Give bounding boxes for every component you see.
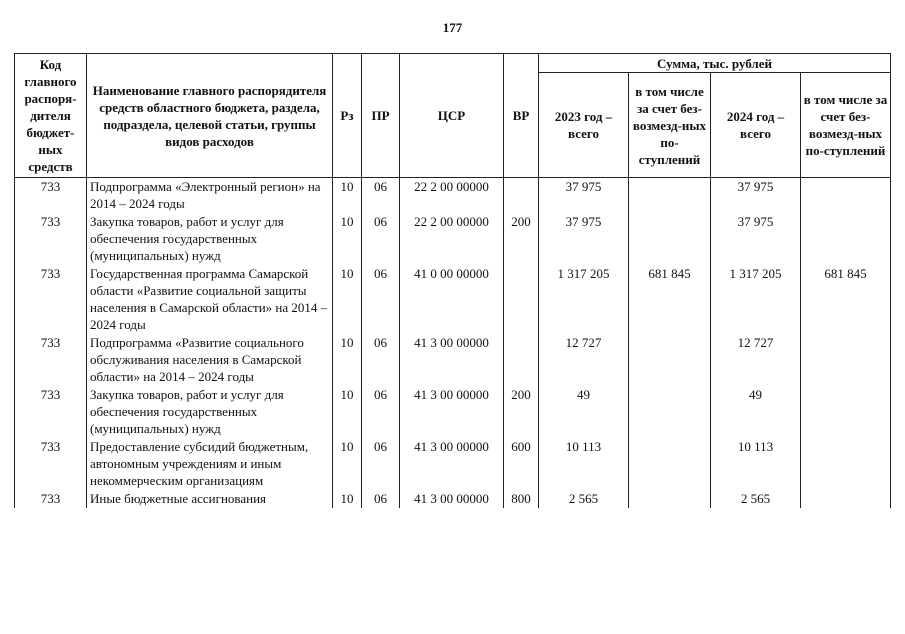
cell-name: Государственная программа Самарской области «Развитие социальной защиты населения в Самарской области» на 2014 – 2024 годы — [87, 265, 333, 334]
cell-2024-free — [801, 213, 891, 265]
cell-code: 733 — [15, 386, 87, 438]
header-sum: Сумма, тыс. рублей — [539, 54, 891, 73]
cell-csr: 22 2 00 00000 — [400, 178, 504, 214]
cell-2024-free — [801, 490, 891, 508]
header-rz: Рз — [333, 54, 362, 178]
header-2023-free: в том числе за счет без-возмезд-ных по-ступлений — [629, 73, 711, 178]
cell-2023-total: 49 — [539, 386, 629, 438]
header-code: Код главного распоря-дителя бюджет-ных средств — [15, 54, 87, 178]
cell-csr: 41 0 00 00000 — [400, 265, 504, 334]
table-row — [15, 438, 891, 490]
cell-name: Закупка товаров, работ и услуг для обеспечения государственных (муниципальных) нужд — [87, 213, 333, 265]
cell-csr: 41 3 00 00000 — [400, 438, 504, 490]
cell-name: Предоставление субсидий бюджетным, автономным учреждениям и иным некоммерческим организациям — [87, 438, 333, 490]
header-2024-total: 2024 год – всего — [711, 73, 801, 178]
cell-rz: 10 — [333, 490, 362, 508]
cell-2024-total: 49 — [711, 386, 801, 438]
header-2023-total: 2023 год – всего — [539, 73, 629, 178]
cell-2024-free — [801, 386, 891, 438]
cell-2023-total: 10 113 — [539, 438, 629, 490]
cell-2024-total: 37 975 — [711, 213, 801, 265]
cell-name: Подпрограмма «Развитие социального обслуживания населения в Самарской области» на 2014 – 2024 годы — [87, 334, 333, 386]
cell-csr: 41 3 00 00000 — [400, 490, 504, 508]
cell-2024-total: 2 565 — [711, 490, 801, 508]
cell-vr: 800 — [504, 490, 539, 508]
cell-2023-free: 681 845 — [629, 265, 711, 334]
page-number: 177 — [442, 20, 463, 35]
cell-2023-free — [629, 438, 711, 490]
table-row — [15, 490, 891, 508]
cell-vr: 600 — [504, 438, 539, 490]
header-2024-free: в том числе за счет без-возмезд-ных по-ступлений — [801, 73, 891, 178]
table-row — [15, 213, 891, 265]
cell-2024-free — [801, 178, 891, 214]
cell-2024-free: 681 845 — [801, 265, 891, 334]
cell-vr — [504, 178, 539, 214]
cell-code: 733 — [15, 490, 87, 508]
cell-2023-total: 37 975 — [539, 213, 629, 265]
table-row — [15, 386, 891, 438]
cell-code: 733 — [15, 213, 87, 265]
cell-csr: 22 2 00 00000 — [400, 213, 504, 265]
budget-table — [14, 53, 891, 508]
cell-code: 733 — [15, 334, 87, 386]
cell-rz: 10 — [333, 334, 362, 386]
table-header — [15, 54, 891, 178]
cell-rz: 10 — [333, 265, 362, 334]
cell-name: Подпрограмма «Электронный регион» на 2014 – 2024 годы — [87, 178, 333, 214]
cell-2024-free — [801, 438, 891, 490]
table-row — [15, 265, 891, 334]
cell-code: 733 — [15, 265, 87, 334]
cell-pr: 06 — [362, 386, 400, 438]
cell-name: Закупка товаров, работ и услуг для обеспечения государственных (муниципальных) нужд — [87, 386, 333, 438]
cell-pr: 06 — [362, 334, 400, 386]
cell-2024-total: 37 975 — [711, 178, 801, 214]
cell-2023-free — [629, 386, 711, 438]
cell-vr — [504, 265, 539, 334]
cell-rz: 10 — [333, 213, 362, 265]
header-name: Наименование главного распорядителя средств областного бюджета, раздела, подраздела, целевой статьи, группы видов расходов — [87, 54, 333, 178]
cell-code: 733 — [15, 178, 87, 214]
cell-2023-free — [629, 334, 711, 386]
cell-2024-total: 10 113 — [711, 438, 801, 490]
cell-pr: 06 — [362, 213, 400, 265]
cell-vr — [504, 334, 539, 386]
cell-rz: 10 — [333, 438, 362, 490]
cell-2023-free — [629, 213, 711, 265]
cell-vr: 200 — [504, 213, 539, 265]
header-pr: ПР — [362, 54, 400, 178]
table-row — [15, 178, 891, 214]
cell-2023-total: 1 317 205 — [539, 265, 629, 334]
cell-pr: 06 — [362, 265, 400, 334]
cell-pr: 06 — [362, 178, 400, 214]
cell-rz: 10 — [333, 386, 362, 438]
header-csr: ЦСР — [400, 54, 504, 178]
cell-pr: 06 — [362, 490, 400, 508]
cell-2023-free — [629, 178, 711, 214]
cell-2024-free — [801, 334, 891, 386]
cell-pr: 06 — [362, 438, 400, 490]
cell-2023-free — [629, 490, 711, 508]
table-row — [15, 334, 891, 386]
cell-2023-total: 12 727 — [539, 334, 629, 386]
cell-2023-total: 2 565 — [539, 490, 629, 508]
cell-code: 733 — [15, 438, 87, 490]
cell-name: Иные бюджетные ассигнования — [87, 490, 333, 508]
cell-vr: 200 — [504, 386, 539, 438]
table-body — [15, 178, 891, 509]
cell-2023-total: 37 975 — [539, 178, 629, 214]
header-vr: ВР — [504, 54, 539, 178]
cell-2024-total: 12 727 — [711, 334, 801, 386]
cell-csr: 41 3 00 00000 — [400, 334, 504, 386]
cell-csr: 41 3 00 00000 — [400, 386, 504, 438]
cell-2024-total: 1 317 205 — [711, 265, 801, 334]
cell-rz: 10 — [333, 178, 362, 214]
